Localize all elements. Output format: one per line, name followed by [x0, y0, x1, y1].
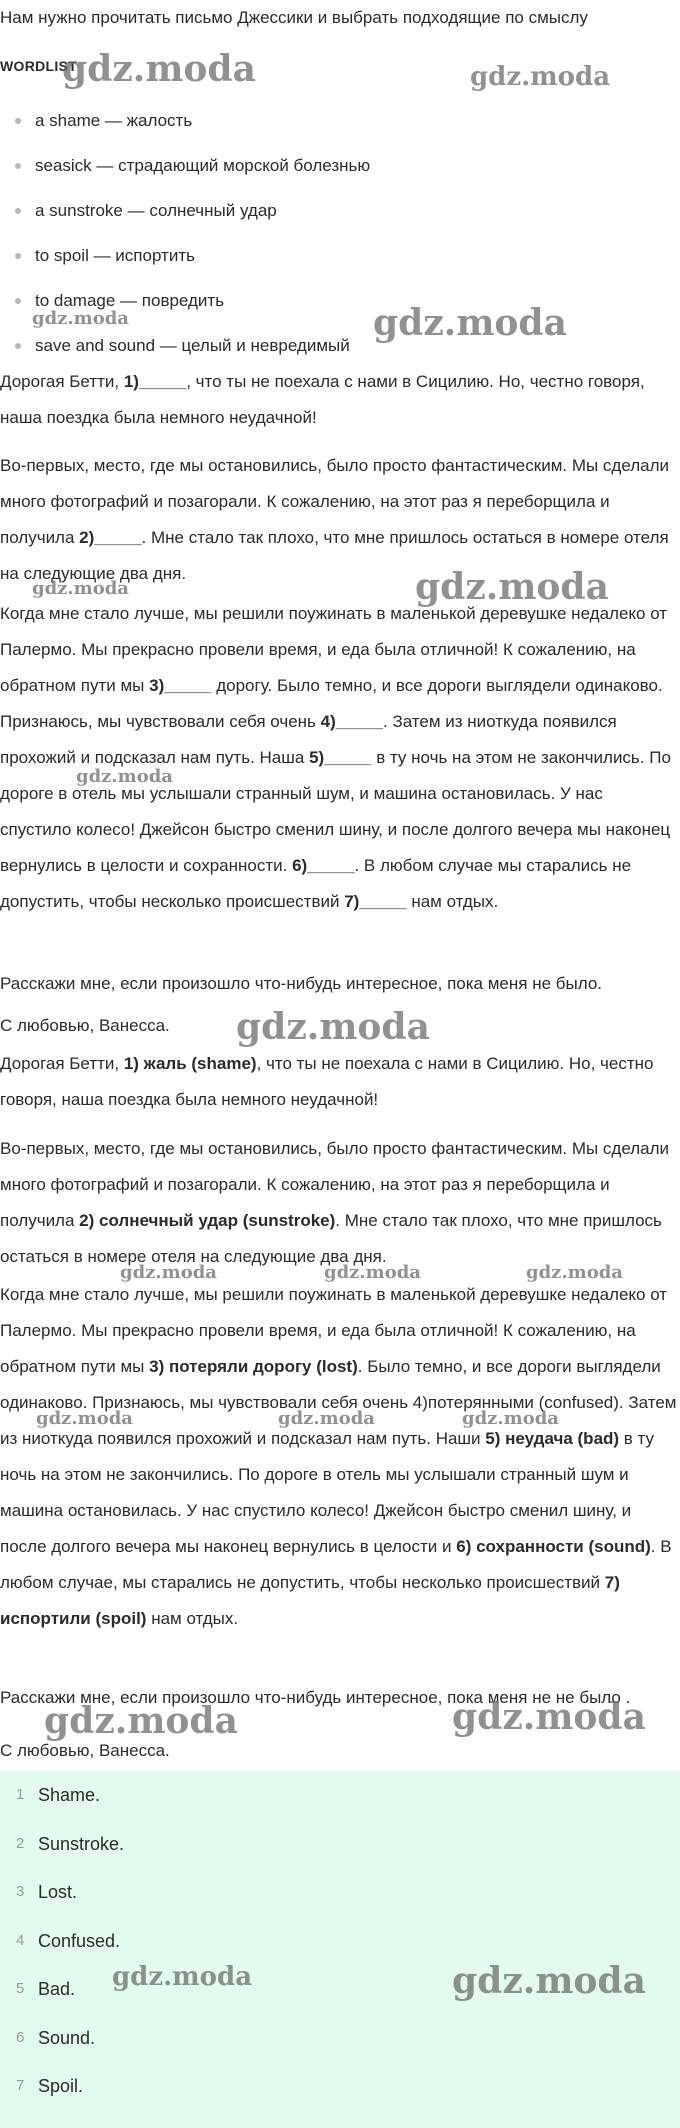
answer-row [0, 1965, 680, 2014]
answer-number: 3 [16, 1883, 25, 1900]
bullet-icon [15, 118, 21, 124]
watermark: gdz.moda [470, 62, 611, 92]
watermark: gdz.moda [415, 566, 609, 608]
wordlist-item: seasick — страдающий морской болезнью [0, 149, 680, 194]
answer-number: 1 [16, 1786, 25, 1803]
wordlist-item: to spoil — испортить [0, 239, 680, 284]
watermark: gdz.moda [36, 1408, 133, 1429]
answer-row [0, 2014, 680, 2063]
wordlist-title: WORDLIST [0, 58, 78, 74]
watermark: gdz.moda [32, 578, 129, 599]
watermark: gdz.moda [526, 1262, 623, 1283]
answer-text: Sound. [38, 2027, 96, 2048]
gap-letter-paragraph-2: Во-первых, место, где мы остановились, было просто фантастическим. Мы сделали много фотографий и позагорали. К сожалению, на этот раз я переборщила и получила 2)_____. Мне стало так плохо, что мне пришлось остаться в номере отеля на следующие два дня. [0, 456, 670, 583]
answer-text: Confused. [38, 1930, 121, 1951]
watermark: gdz.moda [324, 1262, 421, 1283]
bullet-icon [15, 253, 21, 259]
filled-letter-signature: С любовью, Ванесса. [0, 1741, 170, 1760]
answer-text: Lost. [38, 1882, 78, 1902]
watermark: gdz.moda [278, 1408, 375, 1429]
answer-row [0, 1820, 680, 1869]
wordlist-item: a shame — жалость [0, 104, 680, 149]
wordlist [0, 104, 680, 374]
answer-number: 5 [16, 1980, 25, 1997]
answer-row [0, 1771, 680, 1820]
watermark: gdz.moda [120, 1262, 217, 1283]
watermark: gdz.moda [236, 1006, 430, 1048]
answer-number: 2 [16, 1834, 25, 1852]
watermark: gdz.moda [62, 48, 256, 90]
filled-letter-paragraph-3: Когда мне стало лучше, мы решили поужинать в маленькой деревушке недалеко от Палермо. Мы прекрасно провели время, и еда была отличной! К сожалению, на обратном пути мы 3) потеряли дорогу (lost). Было темно, и все дороги выглядели одинаково. Признаюсь, мы чувствовали себя очень 4)потерянными (confused). Затем из ниоткуда появился прохожий и подсказал нам путь. Наши 5) неудача (bad) в ту ночь на этом не закончились. По дороге в отель мы услышали странный шум и машина остановилась. У нас спустило колесо! Джейсон быстро сменил шину, и после долгого вечера мы наконец вернулись в целости и 6) сохранности (sound). В любом случае, мы старались не допустить, чтобы несколько происшествий 7) испортили (spoil) нам отдых. [0, 1285, 677, 1628]
watermark: gdz.moda [112, 1962, 253, 1992]
watermark: gdz.moda [452, 1696, 646, 1738]
answer-text: Sunstroke. [38, 1833, 125, 1854]
bullet-icon [15, 298, 21, 304]
watermark: gdz.moda [373, 302, 567, 344]
gap-letter-signature: С любовью, Ванесса. [0, 1016, 170, 1035]
intro-text: Нам нужно прочитать письмо Джессики и выбрать подходящие по смыслу [0, 8, 588, 27]
answer-number: 6 [16, 2028, 25, 2046]
wordlist-item: save and sound — целый и невредимый [0, 329, 680, 374]
answer-number: 7 [16, 2077, 25, 2094]
filled-letter-greeting: Дорогая Бетти, 1) жаль (shame), что ты не поехала с нами в Сицилию. Но, честно говоря, наша поездка была немного неудачной! [0, 1054, 654, 1109]
bullet-icon [15, 208, 21, 214]
answers-list [0, 1771, 680, 2128]
wordlist-item: a sunstroke — солнечный удар [0, 194, 680, 239]
answer-row [0, 2062, 680, 2111]
watermark: gdz.moda [44, 1700, 238, 1742]
watermark: gdz.moda [462, 1408, 559, 1429]
gap-letter-paragraph-3: Когда мне стало лучше, мы решили поужинать в маленькой деревушке недалеко от Палермо. Мы прекрасно провели время, и еда была отличной! К сожалению, на обратном пути мы 3)_____ дорогу. Было темно, и все дороги выглядели одинаково. Признаюсь, мы чувствовали себя очень 4)_____. Затем из ниоткуда появился прохожий и подсказал нам путь. Наша 5)_____ в ту ночь на этом не закончились. По дороге в отель мы услышали странный шум, и машина остановилась. У нас спустило колесо! Джейсон быстро сменил шину, и после долгого вечера мы наконец вернулись в целости и сохранности. 6)_____. В любом случае мы старались не допустить, чтобы несколько происшествий 7)_____ нам отдых. [0, 604, 671, 911]
bullet-icon [15, 163, 21, 169]
answer-row [0, 1917, 680, 1966]
answer-number: 4 [16, 1931, 25, 1949]
filled-letter-paragraph-4: Расскажи мне, если произошло что-нибудь интересное, пока меня не не было . [0, 1688, 631, 1707]
watermark: gdz.moda [452, 1960, 646, 2002]
answer-text: Bad. [38, 1979, 76, 1999]
filled-letter-paragraph-2: Во-первых, место, где мы остановились, было просто фантастическим. Мы сделали много фотографий и позагорали. К сожалению, на этот раз я переборщила и получила 2) солнечный удар (sunstroke). Мне стало так плохо, что мне пришлось остаться в номере отеля на следующие два дня. [0, 1139, 670, 1266]
bullet-icon [15, 343, 21, 349]
answer-text: Spoil. [38, 2076, 84, 2096]
wordlist-item: to damage — повредить [0, 284, 680, 329]
answer-row [0, 1868, 680, 1917]
answer-text: Shame. [38, 1785, 101, 1805]
gap-letter-greeting: Дорогая Бетти, 1)_____, что ты не поехала с нами в Сицилию. Но, честно говоря, наша поездка была немного неудачной! [0, 372, 645, 427]
gap-letter-paragraph-4: Расскажи мне, если произошло что-нибудь интересное, пока меня не было. [0, 974, 603, 993]
watermark: gdz.moda [76, 766, 173, 787]
watermark: gdz.moda [32, 308, 129, 329]
